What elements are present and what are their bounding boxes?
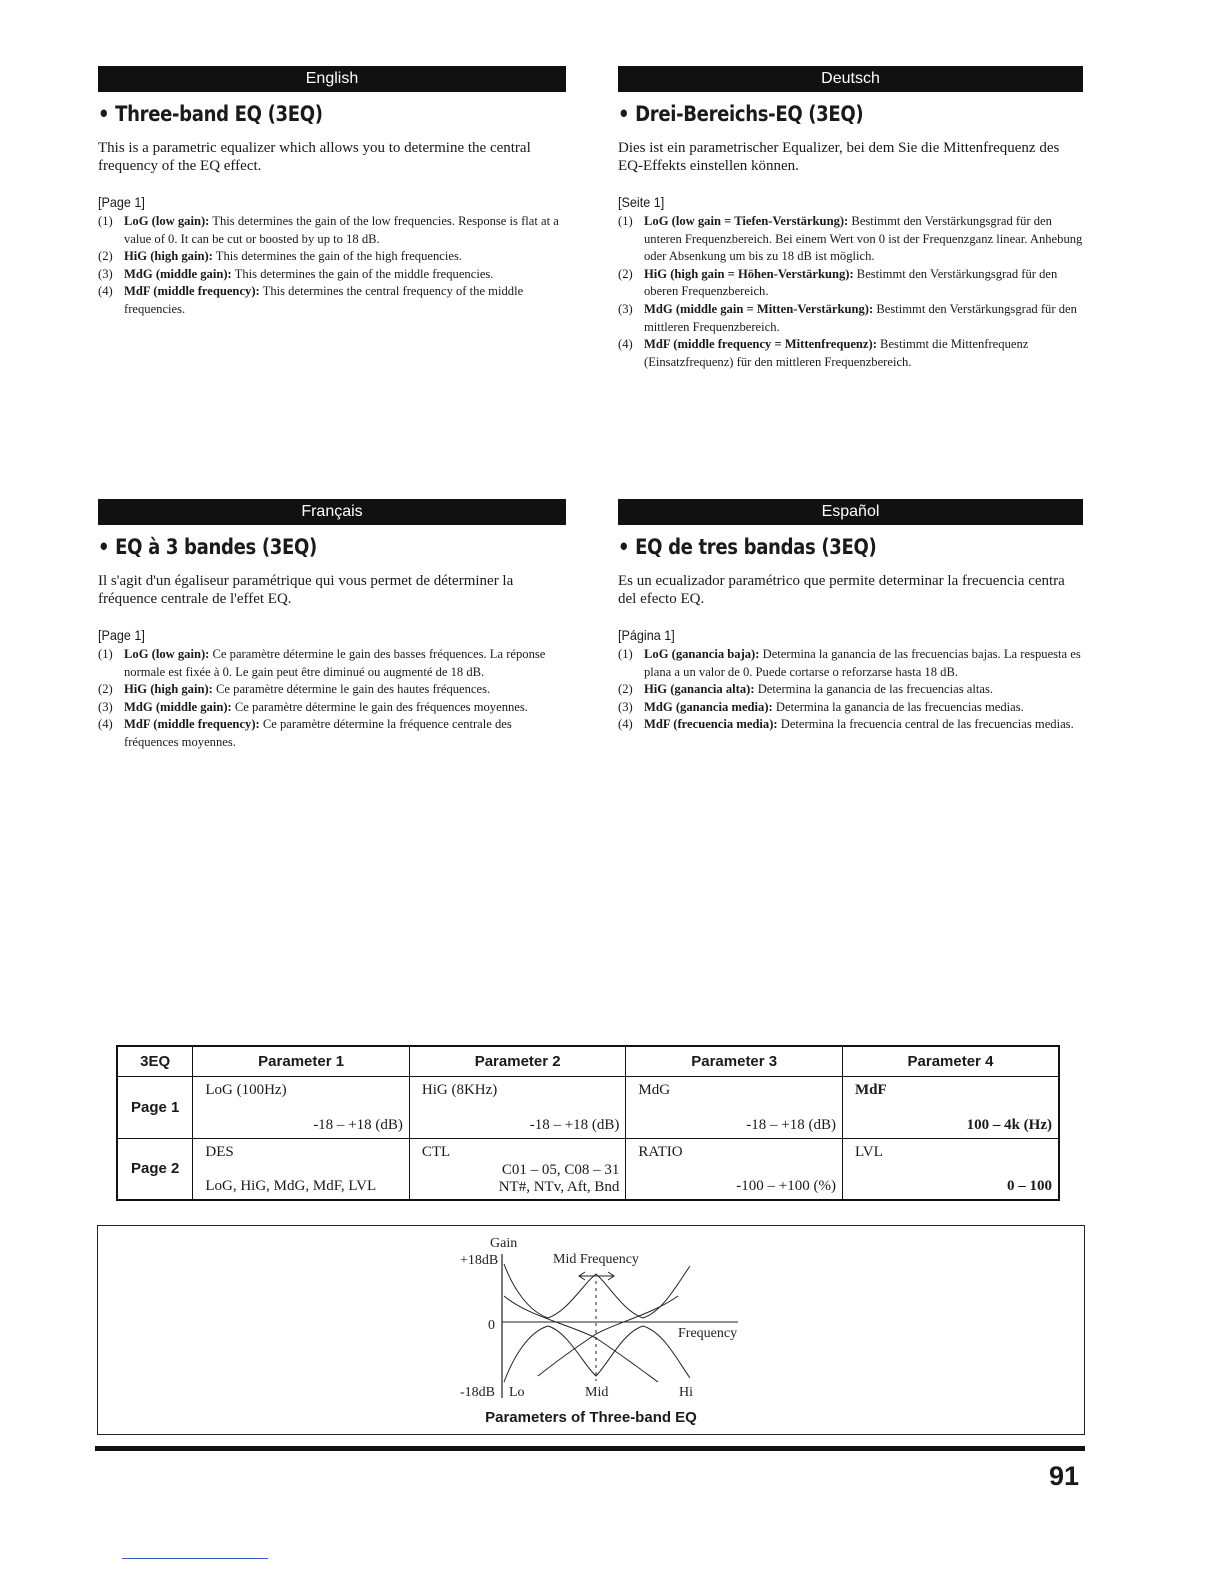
list-item: (4) MdF (frecuencia media): Determina la frecuencia central de las frecuencias medias. (618, 717, 1074, 732)
table-row (117, 1138, 1059, 1200)
language-bar: Français (98, 499, 566, 525)
bottom-rule (95, 1446, 1085, 1451)
list-item: (3) MdG (middle gain = Mitten-Verstärkung): Bestimmt den Verstärkungsgrad für den mittleren Frequenzbereich. (618, 301, 1077, 334)
gain-label: Gain (490, 1236, 518, 1251)
page-number: 91 (1048, 1461, 1079, 1491)
table-header: Parameter 3 (626, 1046, 843, 1076)
lo-label: Lo (509, 1385, 525, 1400)
table-cell: MdF 100 – 4k (Hz) (842, 1076, 1059, 1138)
language-bar: Español (618, 499, 1083, 525)
table-cell: LVL 0 – 100 (842, 1138, 1059, 1200)
list-item: (2) HiG (high gain = Höhen-Verstärkung): Bestimmt den Verstärkungsgrad für den oberen Frequenzbereich. (618, 266, 1058, 299)
mid-label: Mid (585, 1385, 609, 1400)
parameter-list (98, 646, 566, 752)
table-header: Parameter 1 (193, 1046, 410, 1076)
list-item: (1) LoG (low gain): This determines the gain of the low frequencies. Response is flat at a value of 0. It can be cut or boosted by up to 18 dB. (98, 214, 559, 246)
figure-caption: Parameters of Three-band EQ (485, 1409, 697, 1426)
page-label: [Page 1] (98, 627, 145, 643)
table-cell: DES LoG, HiG, MdG, MdF, LVL (193, 1138, 410, 1200)
boost-curve (504, 1264, 690, 1318)
section-title: • EQ à 3 bandes (3EQ) (98, 535, 317, 559)
parameter-table (116, 1045, 1060, 1201)
section-intro: Dies ist ein parametrischer Equalizer, bei dem Sie die Mittenfrequenz des EQ-Effekts einstellen können. (618, 140, 1060, 174)
eq-diagram (98, 1226, 1086, 1406)
table-cell: HiG (8KHz) -18 – +18 (dB) (409, 1076, 626, 1138)
parameter-list (618, 646, 1083, 734)
language-bar: English (98, 66, 566, 92)
page-label: [Página 1] (618, 627, 675, 643)
table-header: 3EQ (117, 1046, 193, 1076)
section-deutsch (618, 66, 1083, 371)
list-item: (1) LoG (low gain): Ce paramètre détermine le gain des basses fréquences. La réponse normale est fixée à 0. Le gain peut être diminué ou augmenté de 18 dB. (98, 647, 546, 679)
page-label: [Page 1] (98, 194, 145, 210)
section-title: • Drei-Bereichs-EQ (3EQ) (618, 102, 864, 126)
list-item: (2) HiG (high gain): Ce paramètre détermine le gain des hautes fréquences. (98, 682, 491, 697)
parameter-list (618, 213, 1083, 371)
list-item: (1) LoG (ganancia baja): Determina la ganancia de las frecuencias bajas. La respuesta es plana a un valor de 0. Puede cortarse o reforzarse hasta 18 dB. (618, 647, 1081, 679)
mid-frequency-label: Mid Frequency (553, 1252, 639, 1267)
section-intro: Es un ecualizador paramétrico que permite determinar la frecuencia centra del efecto EQ. (618, 573, 1065, 607)
row-label: Page 2 (117, 1138, 193, 1200)
table-header: Parameter 4 (842, 1046, 1059, 1076)
parameter-list (98, 213, 566, 319)
section-english (98, 66, 566, 319)
list-item: (3) MdG (middle gain): Ce paramètre détermine le gain des fréquences moyennes. (98, 699, 528, 714)
section-title: • EQ de tres bandas (3EQ) (618, 535, 877, 559)
list-item: (2) HiG (ganancia alta): Determina la ganancia de las frecuencias altas. (618, 682, 994, 697)
high-shelf-curve (538, 1296, 678, 1376)
bottom-gain-label: -18dB (460, 1385, 495, 1400)
table-row (117, 1076, 1059, 1138)
table-cell: LoG (100Hz) -18 – +18 (dB) (193, 1076, 410, 1138)
top-gain-label: +18dB (460, 1253, 499, 1268)
footer-line (122, 1558, 268, 1559)
frequency-label: Frequency (678, 1326, 738, 1341)
section-title: • Three-band EQ (3EQ) (98, 102, 323, 126)
table-cell: MdG -18 – +18 (dB) (626, 1076, 843, 1138)
list-item: (3) MdG (ganancia media): Determina la ganancia de las frecuencias medias. (618, 699, 1024, 714)
section-francais (98, 499, 566, 752)
table-cell: RATIO -100 – +100 (%) (626, 1138, 843, 1200)
list-item: (4) MdF (middle frequency = Mittenfrequenz): Bestimmt die Mittenfrequenz (Einsatzfrequenz) für den mittleren Frequenzbereich. (618, 337, 1029, 369)
section-intro: Il s'agit d'un égaliseur paramétrique qui vous permet de déterminer la fréquence centrale de l'effet EQ. (98, 573, 514, 607)
table-cell: CTL C01 – 05, C08 – 31 NT#, NTv, Aft, Bnd (409, 1138, 626, 1200)
list-item: (4) MdF (middle frequency): This determines the central frequency of the middle frequencies. (98, 284, 524, 316)
section-intro: This is a parametric equalizer which allows you to determine the central frequency of the EQ effect. (98, 140, 531, 174)
zero-label: 0 (488, 1318, 495, 1333)
list-item: (1) LoG (low gain = Tiefen-Verstärkung): Bestimmt den Verstärkungsgrad für den unteren Frequenzbereich. Bei einem Wert von 0 ist der Frequenzganz linear. Anhebung oder Absenkung um bis zu 18 dB ist möglich. (618, 214, 1083, 264)
language-bar: Deutsch (618, 66, 1083, 92)
row-label: Page 1 (117, 1076, 193, 1138)
page-label: [Seite 1] (618, 194, 665, 210)
cut-curve (504, 1326, 690, 1382)
table-header: Parameter 2 (409, 1046, 626, 1076)
eq-figure (97, 1225, 1085, 1435)
hi-label: Hi (679, 1385, 693, 1400)
list-item: (2) HiG (high gain): This determines the gain of the high frequencies. (98, 249, 462, 264)
list-item: (4) MdF (middle frequency): Ce paramètre détermine la fréquence centrale des fréquences moyennes. (98, 717, 512, 749)
list-item: (3) MdG (middle gain): This determines the gain of the middle frequencies. (98, 266, 494, 281)
section-espanol (618, 499, 1083, 734)
table-header-row (117, 1046, 1059, 1076)
low-shelf-curve (504, 1296, 658, 1382)
